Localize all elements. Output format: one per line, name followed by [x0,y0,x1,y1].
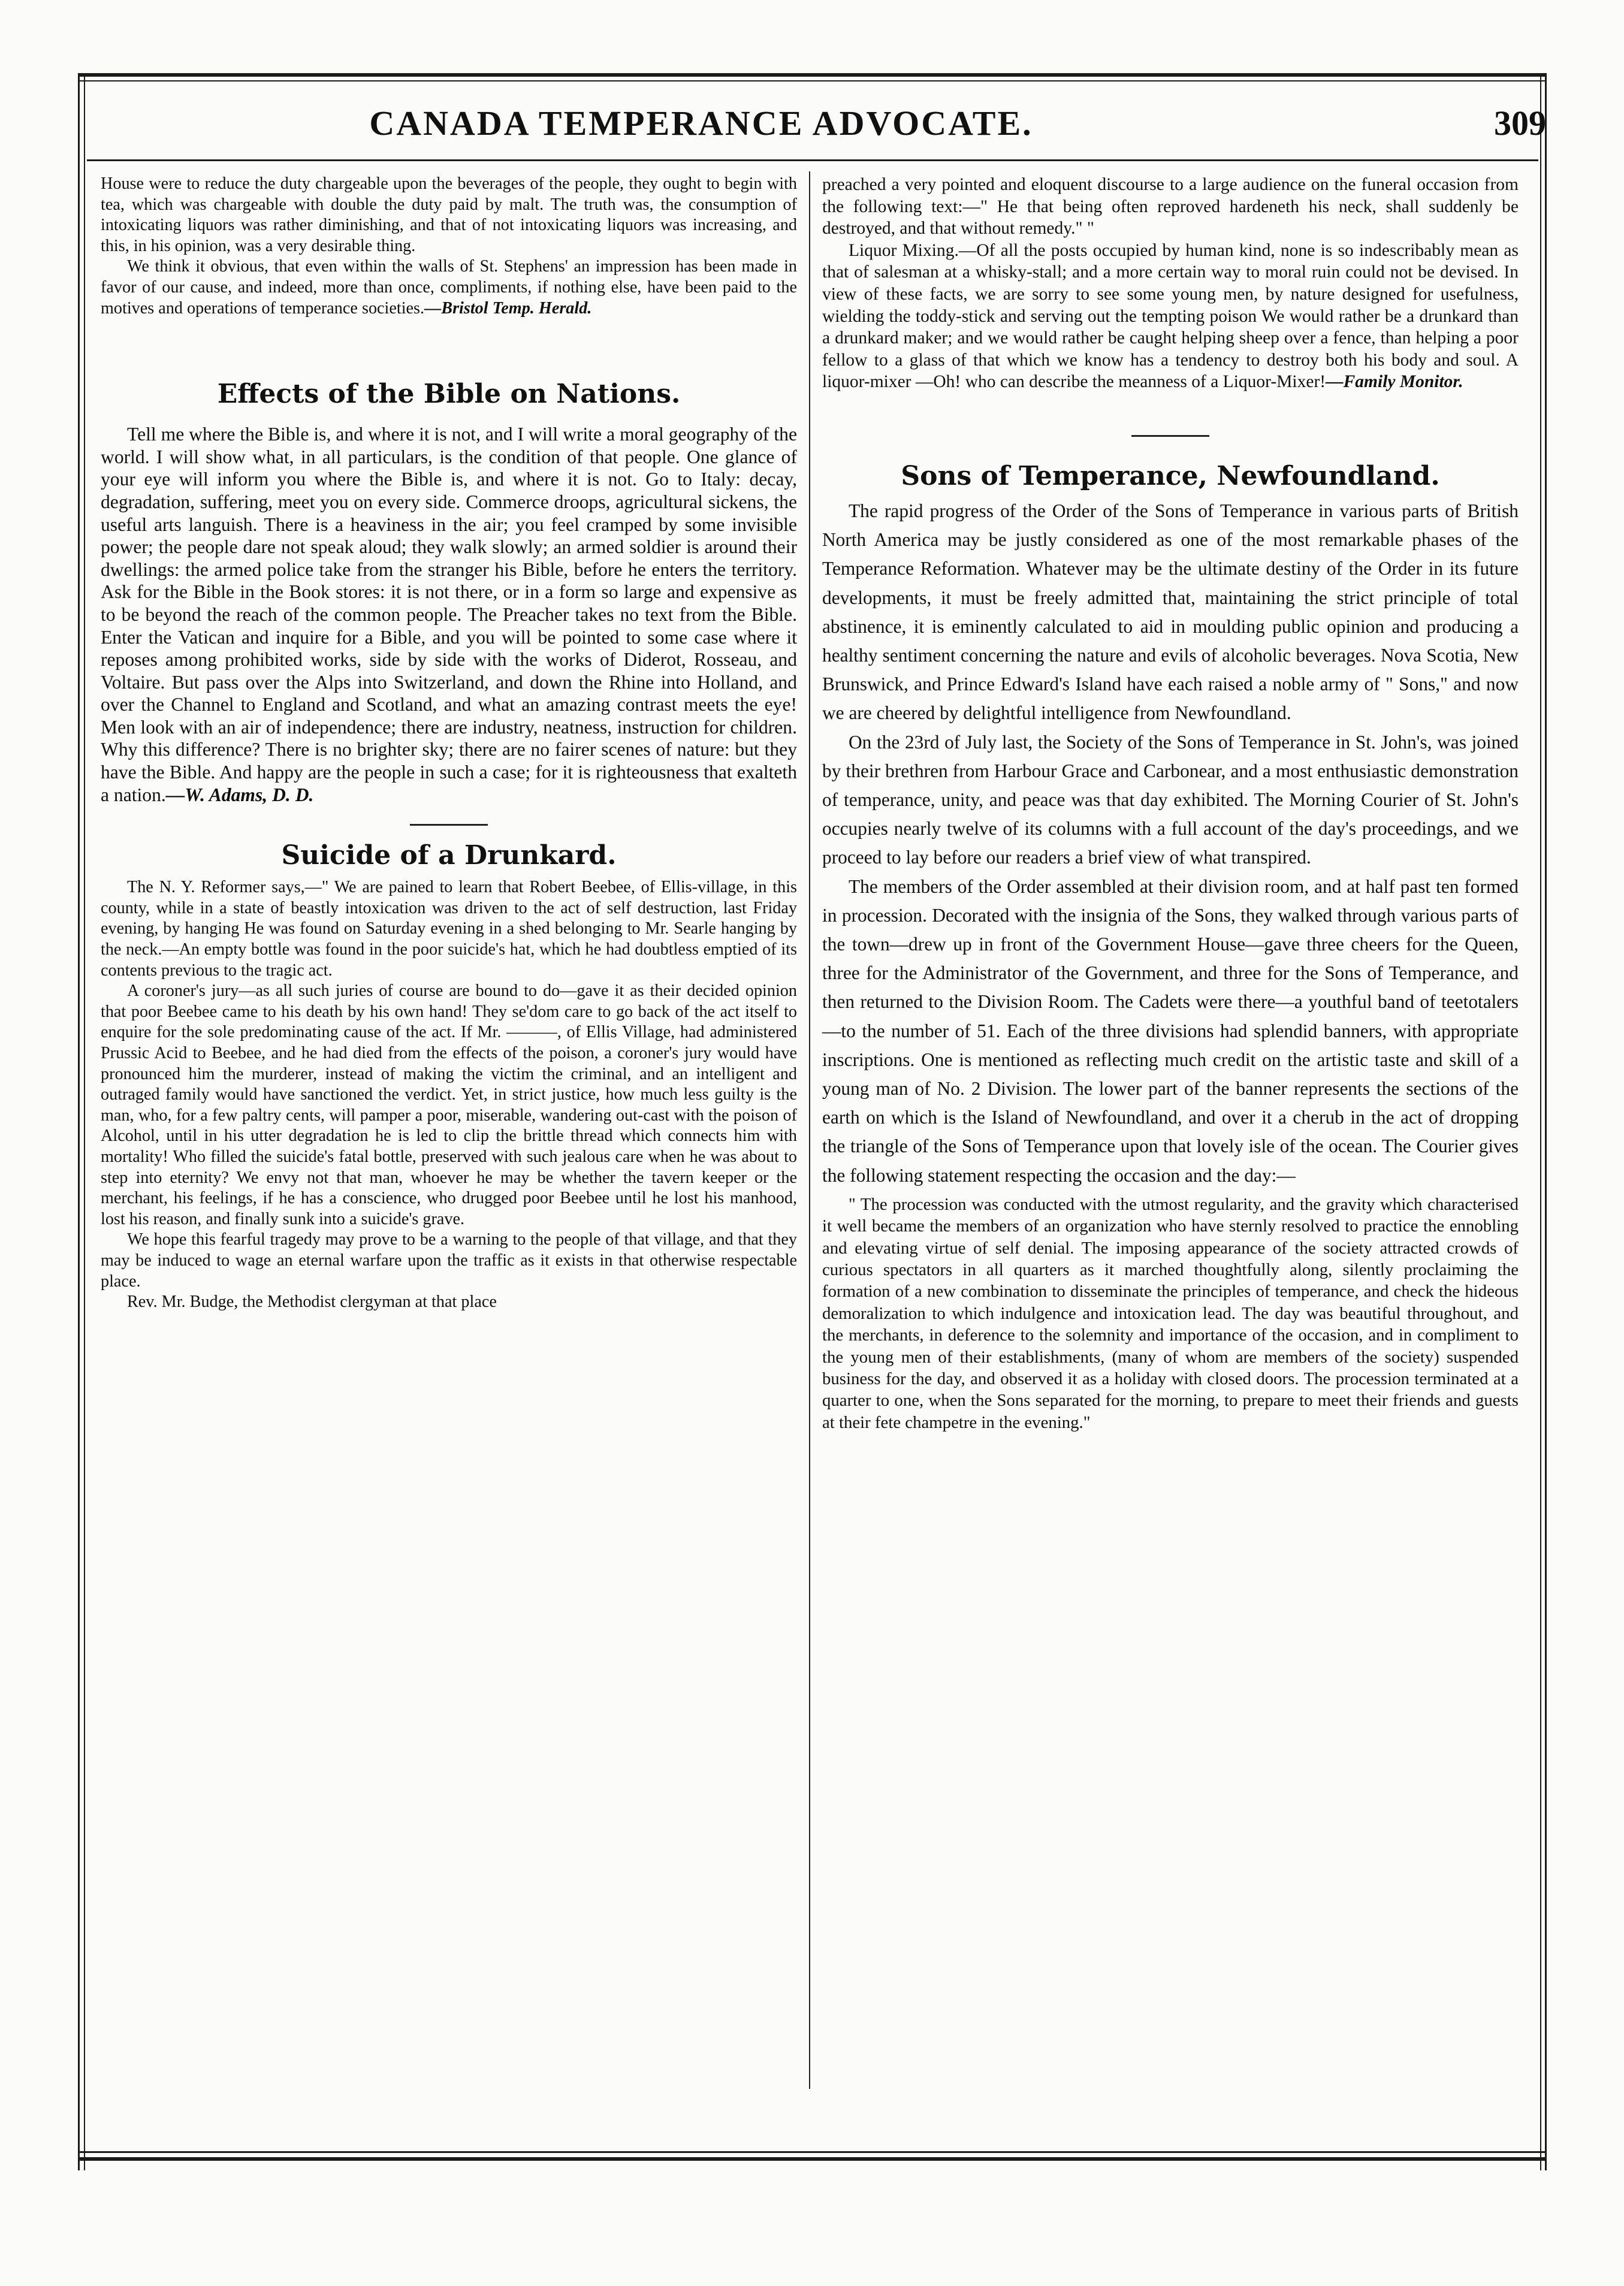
top-border-rule [78,73,1546,77]
bible-paragraph [101,423,797,806]
sons-heading: Sons of Temperance, Newfoundland. [901,460,1440,491]
left-border-rule [78,73,80,2170]
page-number: 309 [1494,104,1546,143]
suicide-paragraph-1: The N. Y. Reformer says,—" We are pained to learn that Robert Beebee, of Ellis-village, in this county, while in a state of beastly intoxication was driven to the act of self destruction, last Friday evening, by hanging He was found on Saturday evening in a shed belonging to Mr. Searle hanging by the neck.—An empty bottle was found in the poor suicide's hat, which he had doubtless emptied of its contents previous to the tragic act. [101,878,797,980]
intro-paragraph-1: House were to reduce the duty chargeable upon the beverages of the people, they ought to begin with tea, which was chargeable with double the duty paid by malt. The truth was, the consumption of intoxicating liquors was rather diminishing, and that of not intoxicating liquors was increasing, and this, in his opinion, was a very desirable thing. [101,174,797,255]
masthead-title: CANADA TEMPERANCE ADVOCATE. [369,104,1033,143]
bible-signature: —W. Adams, D. D. [165,784,314,805]
right-border-rule [1545,73,1547,2170]
intro-signature: —Bristol Temp. Herald. [424,298,592,318]
liquor-mixing-signature: —Family Monitor. [1326,372,1463,392]
sons-paragraph-3: The members of the Order assembled at their division room, and at half past ten formed in procession. Decorated with the insignia of the Sons, they walked through various parts of the town—drew up in front of the Government House—gave three cheers for the Queen, three for the Administrator of the Government, and three for the Sons of Temperance, and then returned to the Division Room. The Cadets were there—a youthful band of teetotalers—to the number of 51. Each of the three divisions had splendid banners, with appropriate inscriptions. One is mentioned as reflecting much credit on the artistic taste and skill of a young man of No. 2 Division. The lower part of the banner represents the sections of the earth on which is the Island of Newfoundland, and over it a cherub in the act of dropping the triangle of the Sons of Temperance upon that lovely isle of the ocean. The Courier gives the following statement respecting the occasion and the day:— [822,875,1519,1186]
sons-paragraph-2: On the 23rd of July last, the Society of the Sons of Temperance in St. John's, was joined by their brethren from Harbour Grace and Carbonear, and a most enthusiastic demonstration of temperance, unity, and peace was that day exhibited. The Morning Courier of St. John's occupies nearly twelve of its columns with a full account of the day's proceedings, and we proceed to lay before our readers a brief view of what transpired. [822,731,1519,868]
liquor-mixing-paragraph [822,240,1519,393]
suicide-paragraph-3: We hope this fearful tragedy may prove to be a warning to the people of that village, and that they may be induced to wage an eternal warfare upon the traffic as it exists in that otherwise respectable place. [101,1230,797,1291]
column-divider [809,171,810,2089]
top-border-rule-thin [78,80,1546,81]
right-border-rule-inner [1540,73,1541,2170]
liquor-mixing-text: Liquor Mixing.—Of all the posts occupied by human kind, none is so indescribably mean as that of salesman at a whisky-stall; and a more certain way to moral ruin could not be devised. In view of these facts, we are sorry to see some young men, by nature designed for usefulness, wielding the toddy-stick and serving out the tempting poison We would rather be a drunkard than a drunkard maker; and we would rather be caught helping sheep over a fence, than helping a poor fellow to a glass of that which we know has a tendency to destroy both his body and soul. A liquor-mixer —Oh! who can describe the meanness of a Liquor-Mixer! [822,240,1519,392]
left-border-rule-inner [84,73,85,2170]
header-rule [87,159,1538,161]
bottom-border-rule-thick [78,2157,1546,2161]
bottom-border-rule [78,2151,1546,2153]
suicide-heading: Suicide of a Drunkard. [281,840,617,871]
left-column [101,174,797,1313]
bible-paragraph-text: Tell me where the Bible is, and where it is not, and I will write a moral geography of the world. I will show what, in all particulars, is the condition of that people. One glance of your eye will inform you where the Bible is, and where it is not. Go to Italy: decay, degradation, suffering, meet you on every side. Commerce droops, agricultural sickens, the useful arts languish. There is a heaviness in the air; you feel cramped by some invisible power; the people dare not speak aloud; they walk slowly; an armed soldier is around their dwellings: the armed police take from the stranger his Bible, before he enters the territory. Ask for the Bible in the Book stores: it is not there, or in a form so large and expensive as to be beyond the reach of the common people. The Preacher takes no text from the Bible. Enter the Vatican and inquire for a Bible, and you will be pointed to some case where it reposes among prohibited works, side by side with the works of Diderot, Rosseau, and Voltaire. But pass over the Alps into Switzerland, and down the Rhine into Holland, and over the Channel to England and Scotland, and what an amazing contrast meets the eye! Men look with an air of independence; there are industry, neatness, instruction for children. Why this difference? There is no brighter sky; there are no fairer scenes of nature: but they have the Bible. And happy are the people in such a case; for it is righteousness that exalteth a nation. [101,424,797,805]
intro-paragraph-2 [101,256,797,319]
suicide-paragraph-4: Rev. Mr. Budge, the Methodist clergyman at that place [127,1293,497,1312]
sons-paragraph-1: The rapid progress of the Order of the Sons of Temperance in various parts of British North America may be justly considered as one of the most remarkable phases of the Temperance Reformation. Whatever may be the ultimate destiny of the Order in its future developments, it must be freely admitted that, maintaining the strict principle of total abstinence, it is eminently calculated to aid in moulding public opinion and producing a healthy sentiment concerning the nature and evils of alcoholic beverages. Nova Scotia, New Brunswick, and Prince Edward's Island have each raised a noble army of " Sons," and now we are cheered by delightful intelligence from Newfoundland. [822,500,1519,724]
bible-heading: Effects of the Bible on Nations. [217,379,681,410]
intro-paragraph-2-text: We think it obvious, that even within the walls of St. Stephens' an impression has been made in favor of our cause, and indeed, more than once, compliments, if nothing else, have been paid to the motives and operations of temperance societies. [101,257,797,318]
sermon-paragraph: preached a very pointed and eloquent discourse to a large audience on the funeral occasion from the following text:—" He that being often reproved hardeneth his neck, shall suddenly be destroyed, and that without remedy." " [822,175,1519,238]
suicide-paragraph-2: A coroner's jury—as all such juries of course are bound to do—gave it as their decided opinion that poor Beebee came to his death by his own hand! They se'dom care to go back of the act itself to enquire for the sole predominating cause of the act. If Mr. ———, of Ellis Village, had administered Prussic Acid to Beebee, and he had died from the effects of the poison, a coroner's jury would have pronounced him the murderer, instead of making the victim the criminal, and an intelligent and outraged family would have sanctioned the verdict. Yet, in strict justice, how much less guilty is the man, who, for a few paltry cents, will pamper a poor, miserable, wandering out-cast with the poison of Alcohol, until in his utter degradation he is led to clip the brittle thread which connects him with mortality! Who filled the suicide's fatal bottle, preserved with such jealous care when he was about to step into eternity? We envy not that man, whoever he may be whether the tavern keeper or the merchant, his feelings, if he has a conscience, who drugged poor Beebee until he lost his manhood, lost his reason, and finally sunk into a suicide's grave. [101,982,797,1228]
right-column [822,174,1519,1433]
courier-quote: " The procession was conducted with the utmost regularity, and the gravity which characterised it well became the members of an organization who have sternly resolved to practice the ennobling and elevating virtue of self denial. The imposing appearance of the society attracted crowds of curious spectators in all quarters as it marched thoughtfully along, silently proclaiming the formation of a new combination to disseminate the principles of temperance, and check the hideous demoralization to which indulgence and intoxication lead. The day was beautiful throughout, and the merchants, in deference to the solemnity and importance of the occasion, and in compliment to the young men of their establishments, (many of whom are members of the society) suspended business for the day, and observed it as a holiday with closed doors. The procession terminated at a quarter to one, when the Sons separated for the morning, to prepare to meet their friends and guests at their fete champetre in the evening." [822,1194,1519,1432]
